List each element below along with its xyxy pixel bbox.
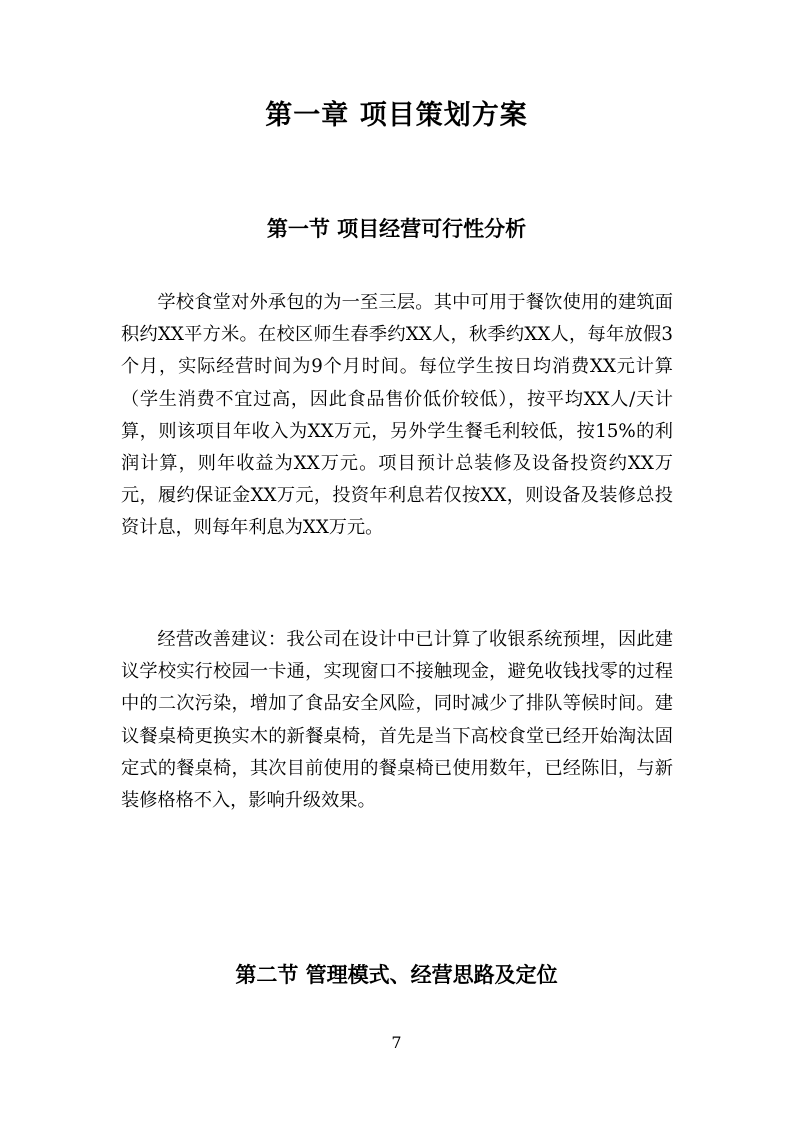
section-title-management-mode: 第二节 管理模式、经营思路及定位 <box>235 962 558 987</box>
paragraph-feasibility: 学校食堂对外承包的为一至三层。其中可用于餐饮使用的建筑面积约XX平方米。在校区师生春季约XX人，秋季约XX人，每年放假3个月，实际经营时间为9个月时间。每位学生按日均消费XX元计算（学生消费不宜过高，因此食品售价低价较低），按平均XX人/天计算，则该项目年收入为XX万元，另外学生餐毛利较低，按15%的利润计算，则年收益为XX万元。项目预计总装修及设备投资约XX万元，履约保证金XX万元，投资年利息若仅按XX，则设备及装修总投资计息，则每年利息为XX万元。 <box>121 292 673 539</box>
paragraph-improvement-suggestions: 经营改善建议：我公司在设计中已计算了收银系统预埋，因此建议学校实行校园一卡通，实现窗口不接触现金，避免收钱找零的过程中的二次污染，增加了食品安全风险，同时减少了排队等候时间。建议餐桌椅更换实木的新餐桌椅，首先是当下高校食堂已经开始淘汰固定式的餐桌椅，其次目前使用的餐桌椅已使用数年，已经陈旧，与新装修格格不入，影响升级效果。 <box>121 629 673 812</box>
chapter-title: 第一章 项目策划方案 <box>265 100 528 131</box>
section-title-feasibility: 第一节 项目经营可行性分析 <box>266 216 527 241</box>
page-number: 7 <box>391 1033 402 1052</box>
